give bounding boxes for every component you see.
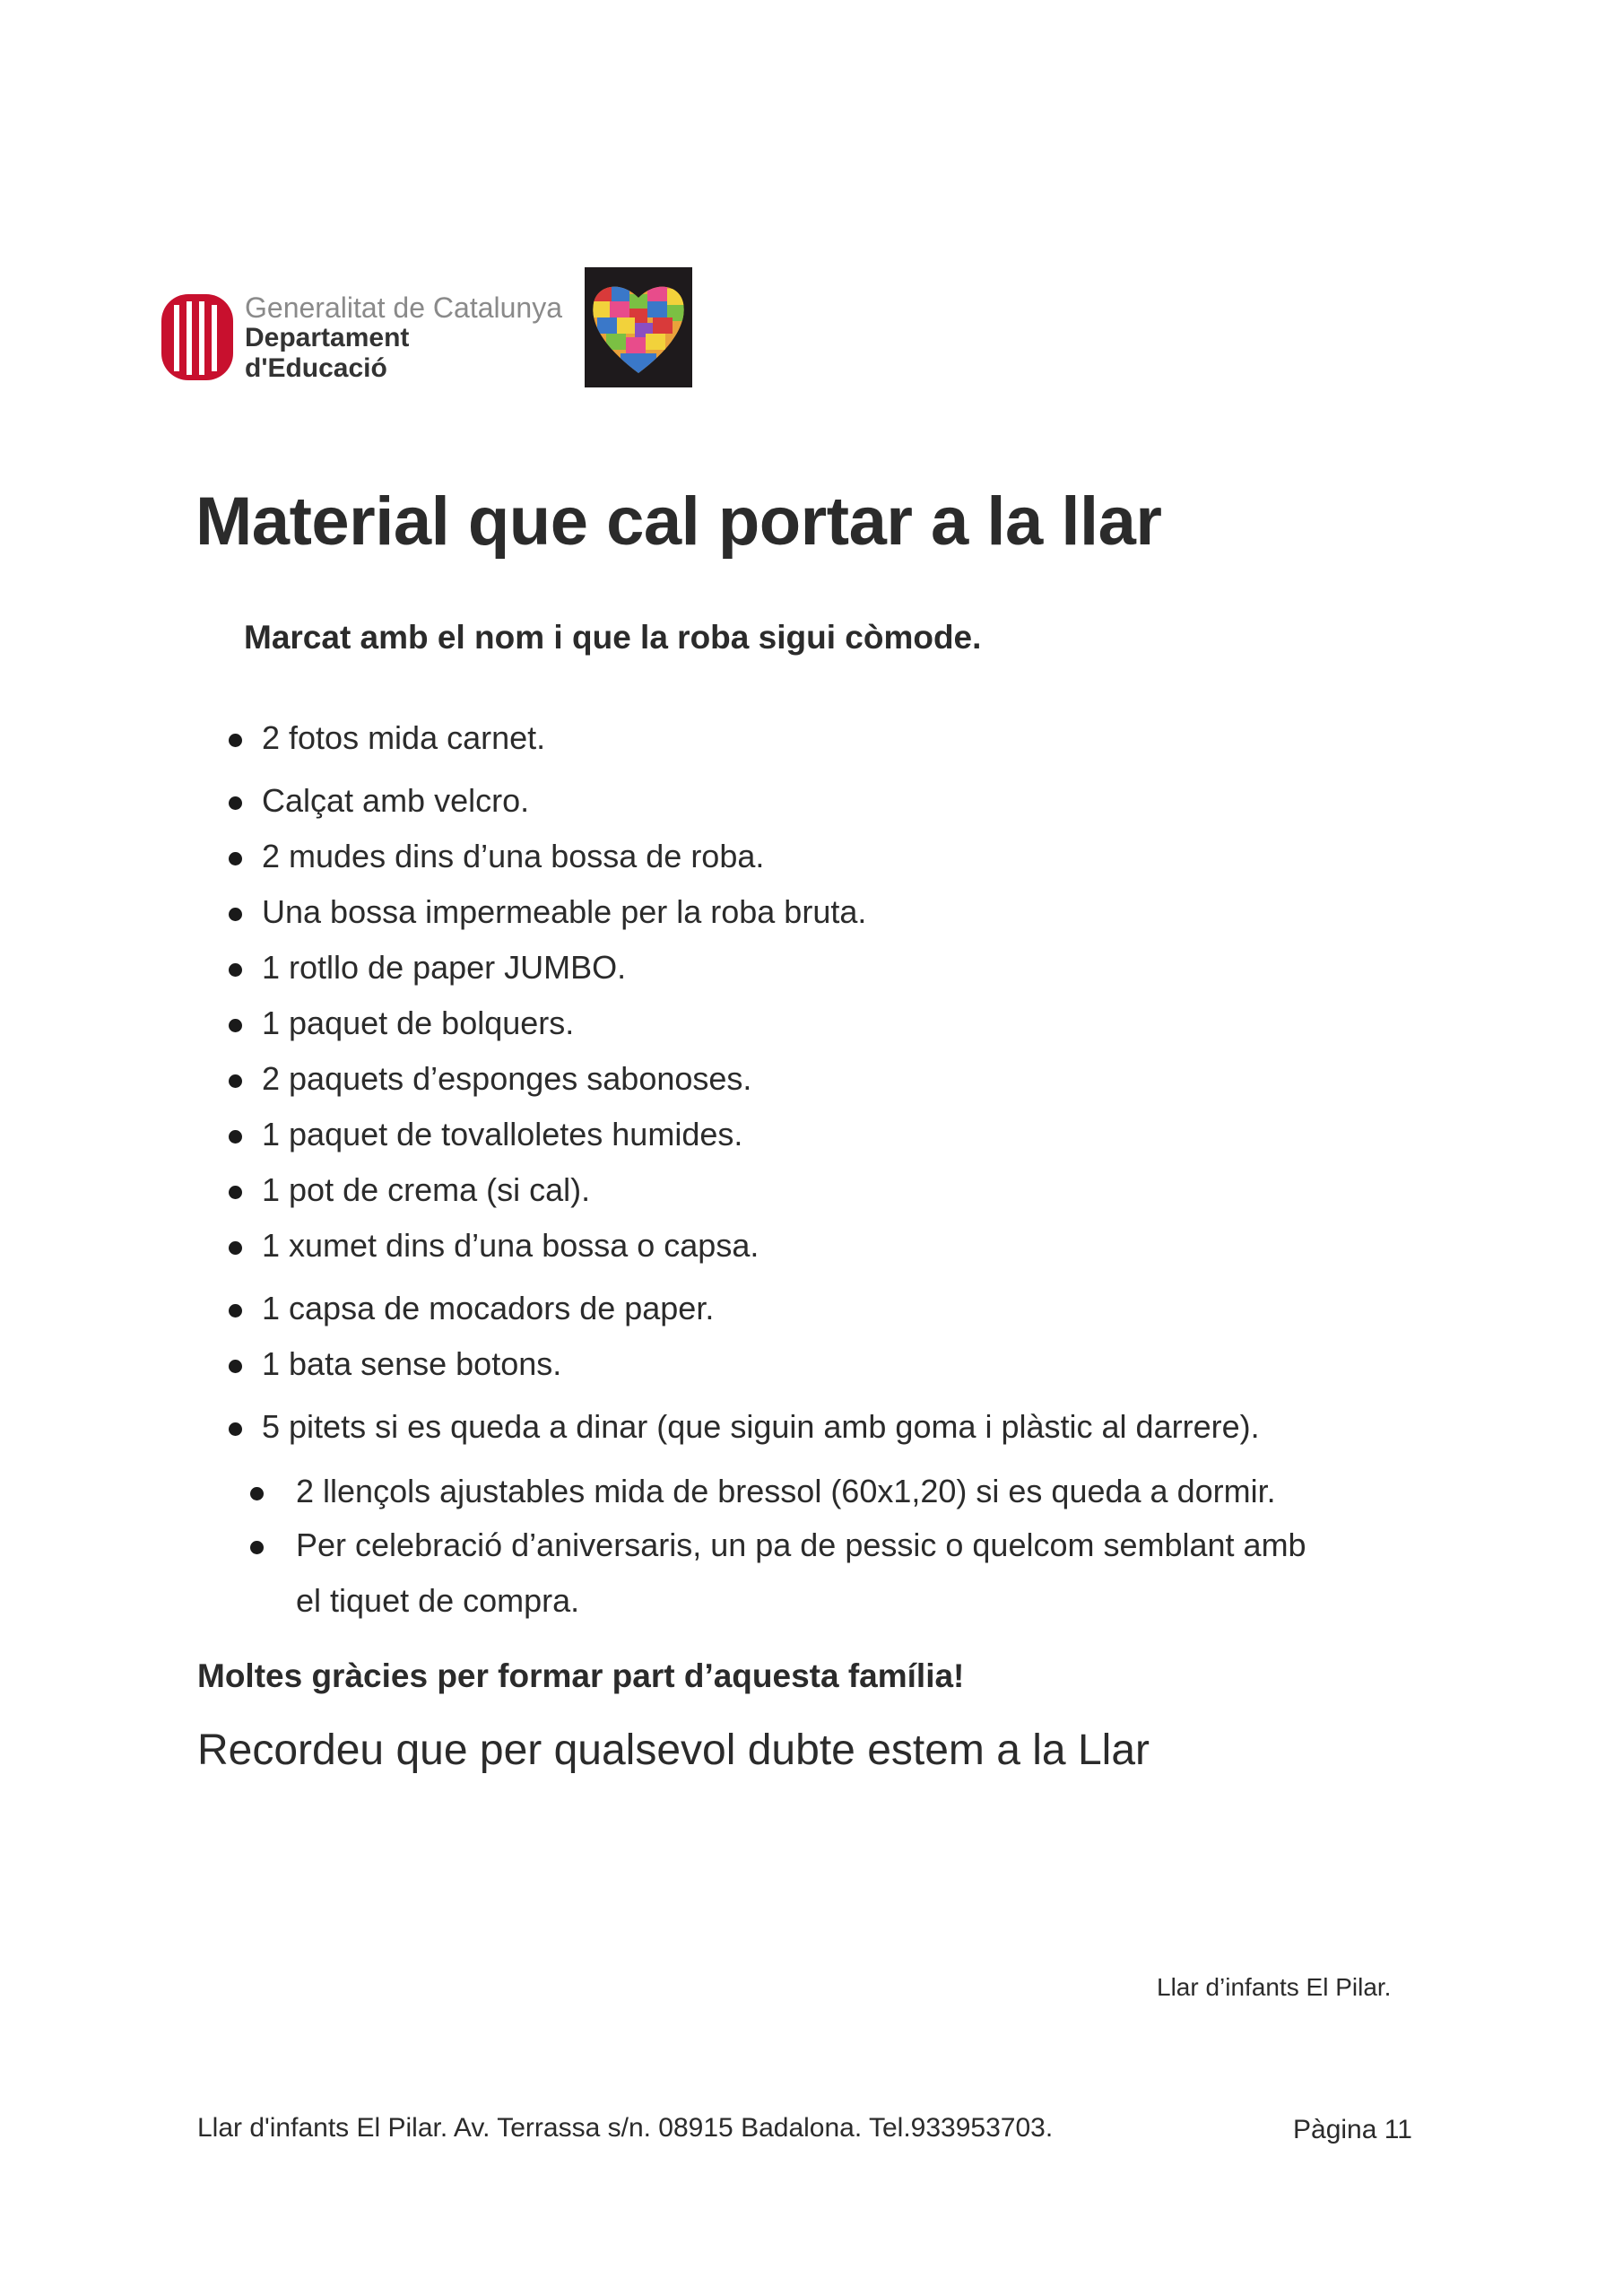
reminder-message: Recordeu que per qualsevol dubte estem a la Llar [197, 1726, 1150, 1774]
bullet-icon [229, 1130, 242, 1144]
page-title: Material que cal portar a la llar [195, 483, 1162, 560]
gencat-text [245, 292, 562, 384]
bullet-icon [229, 1360, 242, 1373]
bullet-icon [250, 1487, 264, 1500]
signature: Llar d’infants El Pilar. [1157, 1973, 1392, 2001]
bullet-icon [229, 852, 242, 865]
page-number: Pàgina 11 [1293, 2115, 1412, 2144]
heart-mosaic-logo-icon [585, 267, 692, 387]
bullet-icon [229, 796, 242, 810]
bullet-icon [229, 734, 242, 747]
senyera-logo-icon [160, 292, 235, 382]
bullet-icon [229, 1304, 242, 1318]
bullet-icon [229, 963, 242, 977]
bullet-icon [229, 1422, 242, 1436]
department-label: Departament [245, 323, 410, 352]
gencat-logo [160, 287, 572, 395]
education-label: d'Educació [245, 353, 387, 383]
bullet-icon [229, 1241, 242, 1255]
bullet-icon [229, 1186, 242, 1199]
gencat-name: Generalitat de Catalunya [245, 291, 562, 324]
bullet-icon [229, 1019, 242, 1032]
thanks-message: Moltes gràcies per formar part d’aquesta família! [197, 1657, 965, 1694]
bullet-icon [250, 1541, 264, 1554]
subtitle: Marcat amb el nom i que la roba sigui còmode. [244, 619, 982, 656]
bullet-icon [229, 908, 242, 921]
footer-address: Llar d'infants El Pilar. Av. Terrassa s/n. 08915 Badalona. Tel.933953703. [197, 2113, 1054, 2143]
bullet-icon [229, 1074, 242, 1088]
